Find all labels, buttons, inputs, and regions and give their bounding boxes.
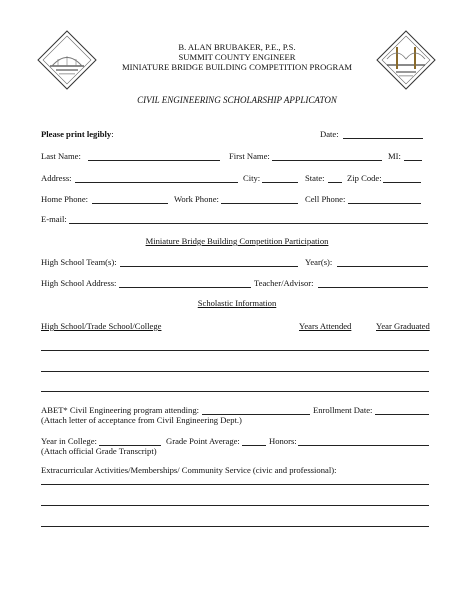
abet-label: ABET* Civil Engineering program attending: — [41, 405, 199, 415]
bridge-section-heading: Miniature Bridge Building Competition Participation — [145, 236, 329, 246]
teacher-field[interactable] — [318, 287, 428, 288]
print-legibly-label: Please print legibly — [41, 129, 112, 139]
gpa-field[interactable] — [242, 445, 266, 446]
school-column-header: High School/Trade School/College — [41, 321, 162, 331]
year-in-college-label: Year in College: — [41, 436, 97, 446]
zip-field[interactable] — [383, 182, 421, 183]
mi-field[interactable] — [404, 160, 422, 161]
first-name-field[interactable] — [272, 160, 382, 161]
home-phone-field[interactable] — [92, 203, 168, 204]
extracurricular-line[interactable] — [41, 484, 429, 485]
extracurricular-line[interactable] — [41, 526, 429, 527]
office-name: SUMMIT COUNTY ENGINEER — [178, 52, 296, 62]
state-label: State: — [305, 173, 325, 183]
attach-transcript-note: (Attach official Grade Transcript) — [41, 446, 157, 456]
city-field[interactable] — [262, 182, 298, 183]
cell-phone-label: Cell Phone: — [305, 194, 346, 204]
honors-field[interactable] — [298, 445, 429, 446]
date-label: Date: — [320, 129, 339, 139]
home-phone-label: Home Phone: — [41, 194, 89, 204]
first-name-label: First Name: — [229, 151, 270, 161]
work-phone-field[interactable] — [221, 203, 298, 204]
enrollment-label: Enrollment Date: — [313, 405, 373, 415]
form-title: CIVIL ENGINEERING SCHOLARSHIP APPLICATON — [137, 95, 337, 105]
hs-address-label: High School Address: — [41, 278, 117, 288]
state-field[interactable] — [328, 182, 342, 183]
hs-teams-label: High School Team(s): — [41, 257, 117, 267]
email-field[interactable] — [69, 223, 428, 224]
city-label: City: — [243, 173, 261, 183]
last-name-label: Last Name: — [41, 151, 81, 161]
address-field[interactable] — [75, 182, 238, 183]
mi-label: MI: — [388, 151, 401, 161]
years-label: Year(s): — [305, 257, 333, 267]
zip-label: Zip Code: — [347, 173, 382, 183]
work-phone-label: Work Phone: — [174, 194, 219, 204]
school-row-line[interactable] — [41, 391, 429, 392]
cell-phone-field[interactable] — [348, 203, 421, 204]
scholastic-section-heading: Scholastic Information — [197, 298, 277, 308]
extracurricular-label: Extracurricular Activities/Memberships/ Community Service (civic and professional): — [41, 465, 337, 475]
school-row-line[interactable] — [41, 371, 429, 372]
hs-address-field[interactable] — [119, 287, 251, 288]
teacher-label: Teacher/Advisor: — [254, 278, 314, 288]
engineer-name: B. ALAN BRUBAKER, P.E., P.S. — [178, 42, 296, 52]
attach-letter-note: (Attach letter of acceptance from Civil Engineering Dept.) — [41, 415, 242, 425]
hs-teams-field[interactable] — [120, 266, 298, 267]
years-attended-column-header: Years Attended — [299, 321, 352, 331]
years-field[interactable] — [337, 266, 428, 267]
extracurricular-line[interactable] — [41, 505, 429, 506]
email-label: E-mail: — [41, 214, 67, 224]
last-name-field[interactable] — [88, 160, 220, 161]
year-graduated-column-header: Year Graduated — [376, 321, 430, 331]
gpa-label: Grade Point Average: — [166, 436, 240, 446]
address-label: Address: — [41, 173, 72, 183]
school-row-line[interactable] — [41, 350, 429, 351]
program-name: MINIATURE BRIDGE BUILDING COMPETITION PROGRAM — [121, 62, 353, 72]
date-field[interactable] — [343, 138, 423, 139]
enrollment-field[interactable] — [375, 414, 429, 415]
honors-label: Honors: — [269, 436, 297, 446]
